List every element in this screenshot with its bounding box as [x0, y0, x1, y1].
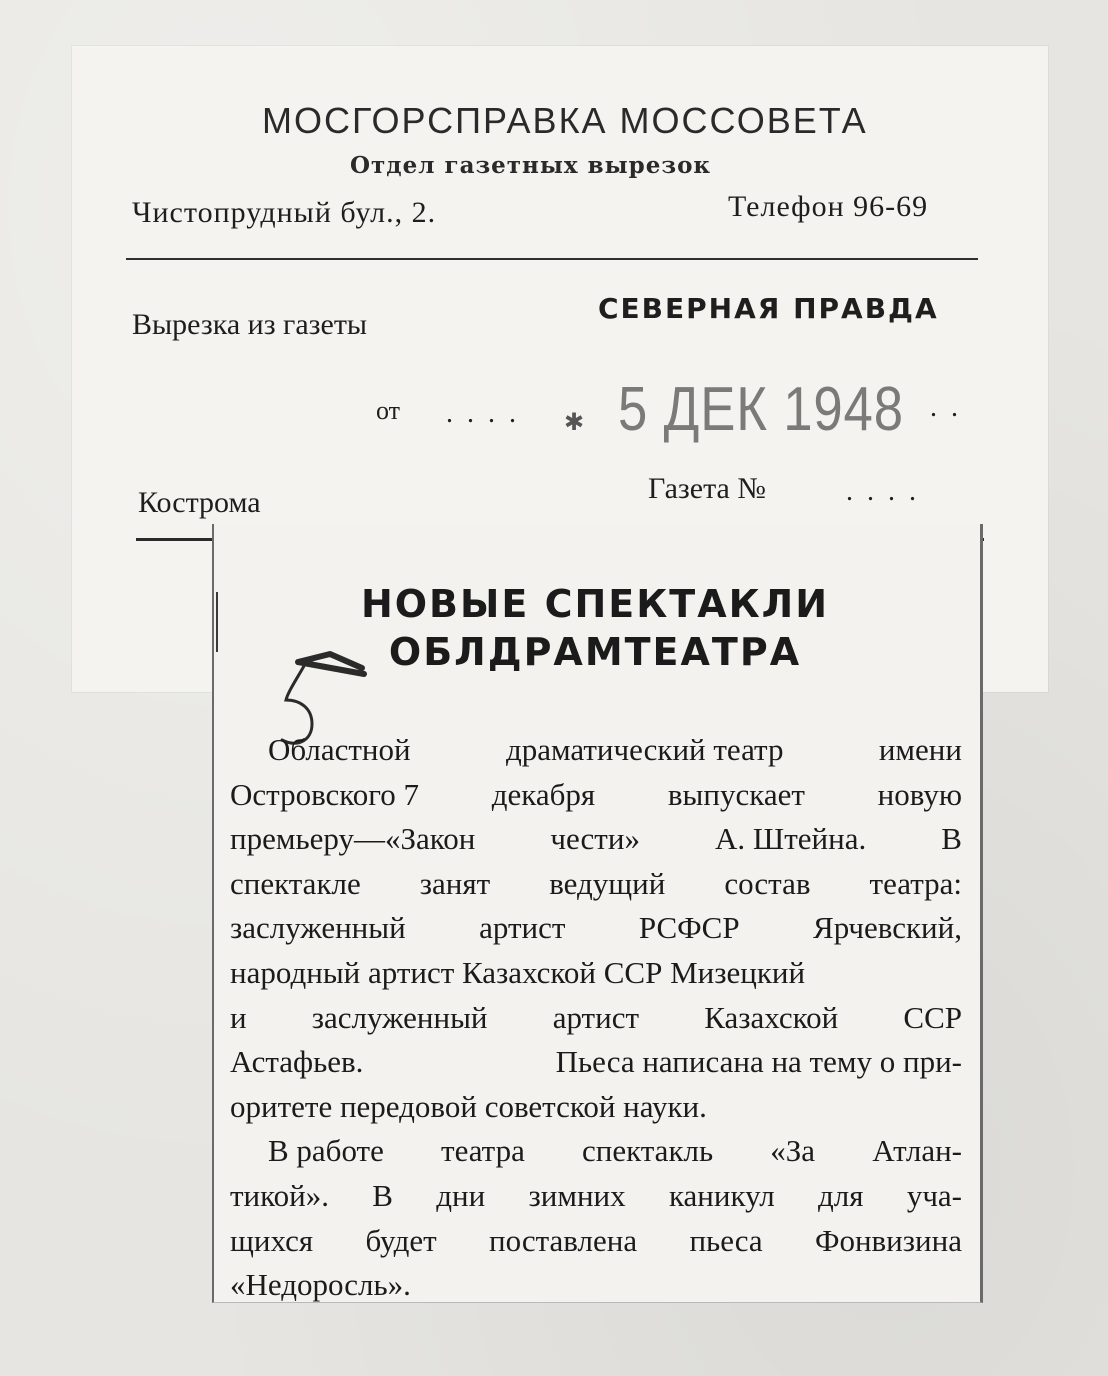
date-leader-dots: .... — [446, 398, 530, 429]
article-word: спектакль — [582, 1133, 714, 1169]
headline-line: НОВЫЕ СПЕКТАКЛИ — [360, 582, 830, 626]
article-word: ССР — [903, 999, 962, 1035]
article-word: театра — [441, 1133, 525, 1169]
article-word: щихся — [230, 1222, 314, 1258]
article-word: каникул — [668, 1177, 775, 1213]
article-word: Атлан- — [872, 1133, 962, 1169]
clipping-source-label: Вырезка из газеты — [132, 308, 368, 341]
article-word: для — [818, 1177, 864, 1213]
article-word: уча- — [906, 1177, 962, 1213]
paragraph1-line — [230, 996, 962, 1041]
article-word: артист — [479, 910, 566, 946]
article-word: В — [941, 821, 962, 857]
article-word: театра: — [869, 865, 962, 901]
article-word: поставлена — [489, 1222, 638, 1258]
paragraph2-line — [230, 1263, 962, 1308]
paragraph1-line — [230, 773, 962, 818]
article-word: зимних — [528, 1177, 626, 1213]
article-word: ведущий — [549, 865, 666, 901]
article-word: и — [230, 999, 247, 1035]
article-word: спектакле — [230, 865, 361, 901]
article-word: драматический театр — [505, 732, 784, 767]
article-word: «Недоросль». — [230, 1267, 411, 1303]
article-word: Островского 7 — [230, 776, 419, 812]
article-word: Ярчевский, — [813, 910, 962, 946]
article-word: В работе — [268, 1133, 384, 1169]
article-word: артист — [552, 999, 639, 1035]
article-word: Казахской — [704, 999, 839, 1035]
department-name: Отдел газетных вырезок — [350, 152, 712, 179]
date-trailing-dots: .. — [930, 392, 972, 423]
article-word: Пьеса написана на тему о при- — [555, 1044, 962, 1080]
article-word: заслуженный — [230, 910, 406, 946]
article-word: декабря — [491, 776, 596, 812]
paragraph2-line — [230, 1219, 962, 1264]
article-word: Областной — [268, 732, 411, 767]
article-body — [230, 728, 962, 1308]
article-word: состав — [724, 865, 811, 901]
city-name: Кострома — [138, 486, 261, 519]
agency-phone: Телефон 96-69 — [728, 190, 929, 223]
article-word: тикой». — [230, 1177, 329, 1213]
paragraph1-line — [230, 951, 962, 996]
header-divider — [126, 258, 978, 260]
newspaper-name: СЕВЕРНАЯ ПРАВДА — [598, 292, 939, 325]
agency-address: Чистопрудный бул., 2. — [132, 196, 437, 229]
article-word: «За — [770, 1133, 816, 1169]
article-word: премьеру—«Закон — [230, 821, 476, 857]
article-word: пьеса — [689, 1222, 763, 1258]
article-word: А. Штейна. — [715, 821, 867, 857]
paragraph1-line — [230, 862, 962, 907]
paragraph1-line — [230, 906, 962, 951]
article-word: новую — [877, 776, 962, 812]
article-word: дни — [436, 1177, 486, 1213]
article-word: чести» — [550, 821, 640, 857]
date-label: от — [376, 396, 401, 425]
article-word: занят — [419, 865, 491, 901]
agency-name: МОСГОРСПРАВКА МОССОВЕТА — [262, 100, 868, 141]
article-word: Астафьев. — [230, 1044, 364, 1080]
paragraph1-line — [230, 728, 962, 773]
article-word: будет — [365, 1222, 437, 1258]
paragraph1-line — [230, 1085, 962, 1130]
article-word: имени — [878, 732, 962, 767]
article-word: заслуженный — [311, 999, 488, 1035]
article-word: выпускает — [667, 776, 805, 812]
headline-line: ОБЛДРАМТЕАТРА — [388, 630, 802, 674]
date-stamp: 5 ДЕК 1948 — [618, 375, 904, 444]
stamp-star-icon: ✱ — [564, 408, 585, 436]
paragraph2-line — [230, 1129, 962, 1174]
article-word: В — [372, 1177, 393, 1213]
article-word: РСФСР — [638, 910, 740, 946]
article-word: народный артист Казахской ССР Мизецкий — [230, 954, 806, 990]
issue-number-label: Газета № — [648, 472, 766, 505]
paragraph1-line — [230, 1040, 962, 1085]
article-word: оритете передовой советской науки. — [230, 1088, 707, 1124]
article-word: Фонвизина — [814, 1222, 962, 1258]
issue-number-dots: .... — [846, 476, 930, 507]
paragraph1-line — [230, 817, 962, 862]
paragraph2-line — [230, 1174, 962, 1219]
